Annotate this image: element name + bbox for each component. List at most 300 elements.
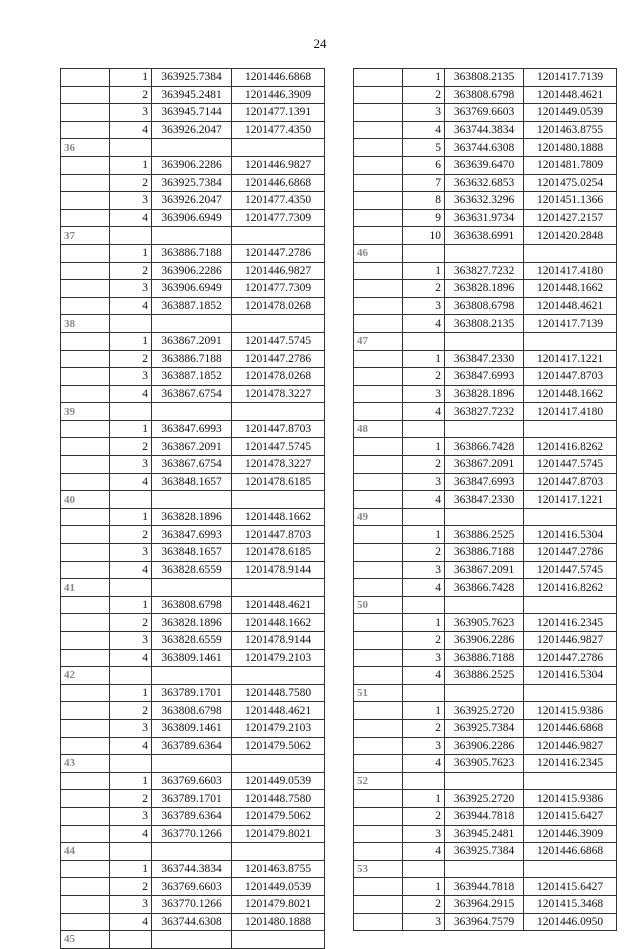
empty-cell	[232, 139, 325, 157]
y-coordinate: 1201447.8703	[232, 526, 325, 544]
empty-cell	[61, 438, 110, 456]
y-coordinate: 1201446.6868	[524, 719, 617, 737]
section-header-row	[61, 843, 325, 861]
x-coordinate: 363847.6993	[445, 473, 524, 491]
point-number: 2	[110, 790, 152, 808]
coordinate-row	[354, 807, 617, 825]
y-coordinate: 1201477.1391	[232, 104, 325, 122]
coordinate-row	[354, 280, 617, 298]
y-coordinate: 1201479.5062	[232, 807, 325, 825]
y-coordinate: 1201416.8262	[524, 579, 617, 597]
y-coordinate: 1201463.8755	[524, 121, 617, 139]
empty-cell	[354, 702, 403, 720]
point-number: 3	[110, 719, 152, 737]
empty-cell	[403, 772, 445, 790]
empty-cell	[354, 632, 403, 650]
coordinate-row	[354, 614, 617, 632]
empty-cell	[354, 297, 403, 315]
coordinate-row	[354, 262, 617, 280]
empty-cell	[354, 209, 403, 227]
empty-cell	[403, 860, 445, 878]
x-coordinate: 363886.2525	[445, 526, 524, 544]
empty-cell	[232, 667, 325, 685]
coordinate-row	[61, 772, 325, 790]
coordinate-row	[354, 473, 617, 491]
x-coordinate: 363867.2091	[445, 561, 524, 579]
x-coordinate: 363789.1701	[152, 790, 232, 808]
coordinate-row	[354, 843, 617, 861]
x-coordinate: 363925.7384	[152, 69, 232, 87]
empty-cell	[110, 403, 152, 421]
coordinate-row	[61, 561, 325, 579]
empty-cell	[354, 350, 403, 368]
empty-cell	[354, 649, 403, 667]
empty-cell	[403, 332, 445, 350]
y-coordinate: 1201446.9827	[232, 156, 325, 174]
x-coordinate: 363886.7188	[445, 649, 524, 667]
y-coordinate: 1201478.3227	[232, 385, 325, 403]
empty-cell	[110, 755, 152, 773]
x-coordinate: 363847.6993	[152, 526, 232, 544]
empty-cell	[354, 438, 403, 456]
y-coordinate: 1201479.8021	[232, 825, 325, 843]
point-number: 4	[110, 825, 152, 843]
coordinate-row	[61, 790, 325, 808]
empty-cell	[110, 491, 152, 509]
empty-cell	[354, 825, 403, 843]
empty-cell	[61, 104, 110, 122]
empty-cell	[354, 737, 403, 755]
coordinate-row	[61, 456, 325, 474]
empty-cell	[354, 192, 403, 210]
point-number: 3	[110, 544, 152, 562]
y-coordinate: 1201479.5062	[232, 737, 325, 755]
empty-cell	[524, 508, 617, 526]
section-number: 49	[354, 508, 403, 526]
coordinate-row	[354, 825, 617, 843]
point-number: 3	[403, 649, 445, 667]
x-coordinate: 363808.6798	[445, 86, 524, 104]
x-coordinate: 363809.1461	[152, 649, 232, 667]
section-number: 48	[354, 420, 403, 438]
empty-cell	[152, 403, 232, 421]
x-coordinate: 363886.2525	[445, 667, 524, 685]
empty-cell	[354, 807, 403, 825]
x-coordinate: 363769.6603	[152, 878, 232, 896]
empty-cell	[152, 227, 232, 245]
section-number: 45	[61, 931, 110, 949]
coordinate-row	[354, 209, 617, 227]
y-coordinate: 1201447.2786	[232, 244, 325, 262]
coordinate-row	[61, 69, 325, 87]
y-coordinate: 1201479.2103	[232, 649, 325, 667]
empty-cell	[110, 667, 152, 685]
x-coordinate: 363964.2915	[445, 895, 524, 913]
x-coordinate: 363867.2091	[445, 456, 524, 474]
x-coordinate: 363631.9734	[445, 209, 524, 227]
section-header-row	[61, 315, 325, 333]
y-coordinate: 1201478.3227	[232, 456, 325, 474]
y-coordinate: 1201420.2848	[524, 227, 617, 245]
empty-cell	[354, 315, 403, 333]
y-coordinate: 1201479.8021	[232, 895, 325, 913]
y-coordinate: 1201448.1662	[524, 280, 617, 298]
empty-cell	[524, 684, 617, 702]
point-number: 3	[110, 280, 152, 298]
coordinate-row	[354, 104, 617, 122]
section-header-row	[61, 403, 325, 421]
point-number: 4	[110, 121, 152, 139]
empty-cell	[354, 843, 403, 861]
x-coordinate: 363847.6993	[152, 420, 232, 438]
coordinate-row	[354, 526, 617, 544]
empty-cell	[110, 843, 152, 861]
empty-cell	[354, 156, 403, 174]
point-number: 4	[403, 667, 445, 685]
x-coordinate: 363944.7818	[445, 807, 524, 825]
y-coordinate: 1201415.3468	[524, 895, 617, 913]
y-coordinate: 1201480.1888	[524, 139, 617, 157]
section-header-row	[354, 508, 617, 526]
empty-cell	[354, 526, 403, 544]
y-coordinate: 1201446.3909	[232, 86, 325, 104]
empty-cell	[61, 561, 110, 579]
x-coordinate: 363906.2286	[445, 737, 524, 755]
empty-cell	[524, 332, 617, 350]
point-number: 10	[403, 227, 445, 245]
point-number: 3	[110, 192, 152, 210]
empty-cell	[354, 473, 403, 491]
coordinates-table-left	[60, 68, 325, 949]
coordinate-row	[61, 825, 325, 843]
x-coordinate: 363639.6470	[445, 156, 524, 174]
section-header-row	[61, 755, 325, 773]
empty-cell	[61, 244, 110, 262]
section-header-row	[354, 684, 617, 702]
empty-cell	[61, 807, 110, 825]
section-header-row	[354, 420, 617, 438]
coordinate-row	[61, 297, 325, 315]
coordinate-row	[354, 649, 617, 667]
coordinate-row	[61, 860, 325, 878]
point-number: 3	[403, 737, 445, 755]
empty-cell	[354, 139, 403, 157]
x-coordinate: 363887.1852	[152, 368, 232, 386]
point-number: 4	[110, 737, 152, 755]
y-coordinate: 1201446.6868	[232, 69, 325, 87]
x-coordinate: 363847.2330	[445, 491, 524, 509]
section-number: 39	[61, 403, 110, 421]
y-coordinate: 1201415.9386	[524, 790, 617, 808]
point-number: 3	[403, 104, 445, 122]
y-coordinate: 1201448.1662	[524, 385, 617, 403]
x-coordinate: 363866.7428	[445, 438, 524, 456]
y-coordinate: 1201477.4350	[232, 121, 325, 139]
coordinate-row	[354, 438, 617, 456]
y-coordinate: 1201448.1662	[232, 508, 325, 526]
x-coordinate: 363906.2286	[152, 262, 232, 280]
y-coordinate: 1201416.8262	[524, 438, 617, 456]
x-coordinate: 363925.7384	[152, 174, 232, 192]
empty-cell	[354, 878, 403, 896]
point-number: 4	[110, 649, 152, 667]
x-coordinate: 363638.6991	[445, 227, 524, 245]
empty-cell	[445, 684, 524, 702]
empty-cell	[61, 262, 110, 280]
empty-cell	[61, 385, 110, 403]
section-number: 44	[61, 843, 110, 861]
point-number: 2	[403, 368, 445, 386]
empty-cell	[403, 244, 445, 262]
coordinate-row	[354, 544, 617, 562]
empty-cell	[61, 737, 110, 755]
y-coordinate: 1201478.9144	[232, 632, 325, 650]
point-number: 1	[110, 772, 152, 790]
point-number: 1	[403, 878, 445, 896]
coordinate-row	[61, 737, 325, 755]
point-number: 4	[403, 755, 445, 773]
point-number: 2	[110, 438, 152, 456]
x-coordinate: 363925.7384	[445, 719, 524, 737]
empty-cell	[354, 69, 403, 87]
empty-cell	[110, 931, 152, 949]
coordinate-row	[61, 719, 325, 737]
empty-cell	[61, 614, 110, 632]
empty-cell	[61, 895, 110, 913]
empty-cell	[354, 614, 403, 632]
empty-cell	[61, 86, 110, 104]
y-coordinate: 1201475.0254	[524, 174, 617, 192]
empty-cell	[354, 104, 403, 122]
point-number: 1	[110, 684, 152, 702]
coordinate-row	[61, 280, 325, 298]
coordinate-row	[61, 684, 325, 702]
coordinate-row	[61, 192, 325, 210]
coordinate-row	[61, 350, 325, 368]
y-coordinate: 1201446.6868	[524, 843, 617, 861]
section-header-row	[354, 860, 617, 878]
empty-cell	[61, 526, 110, 544]
empty-cell	[61, 332, 110, 350]
empty-cell	[524, 772, 617, 790]
y-coordinate: 1201417.1221	[524, 491, 617, 509]
empty-cell	[110, 139, 152, 157]
empty-cell	[354, 368, 403, 386]
y-coordinate: 1201448.4621	[232, 702, 325, 720]
coordinate-row	[61, 244, 325, 262]
empty-cell	[61, 684, 110, 702]
x-coordinate: 363809.1461	[152, 719, 232, 737]
y-coordinate: 1201463.8755	[232, 860, 325, 878]
coordinate-row	[354, 491, 617, 509]
point-number: 3	[110, 368, 152, 386]
empty-cell	[354, 456, 403, 474]
empty-cell	[61, 368, 110, 386]
point-number: 4	[110, 561, 152, 579]
coordinate-row	[61, 614, 325, 632]
coordinate-row	[354, 878, 617, 896]
x-coordinate: 363887.1852	[152, 297, 232, 315]
y-coordinate: 1201449.0539	[524, 104, 617, 122]
y-coordinate: 1201448.7580	[232, 684, 325, 702]
point-number: 3	[403, 913, 445, 931]
empty-cell	[354, 174, 403, 192]
coordinate-row	[354, 790, 617, 808]
point-number: 2	[110, 878, 152, 896]
y-coordinate: 1201446.9827	[524, 737, 617, 755]
y-coordinate: 1201479.2103	[232, 719, 325, 737]
point-number: 1	[403, 69, 445, 87]
empty-cell	[61, 596, 110, 614]
y-coordinate: 1201417.7139	[524, 315, 617, 333]
point-number: 3	[403, 297, 445, 315]
empty-cell	[354, 667, 403, 685]
section-header-row	[61, 139, 325, 157]
point-number: 1	[110, 332, 152, 350]
section-number: 40	[61, 491, 110, 509]
section-number: 50	[354, 596, 403, 614]
coordinate-row	[354, 632, 617, 650]
coordinate-row	[354, 403, 617, 421]
point-number: 4	[403, 843, 445, 861]
y-coordinate: 1201448.7580	[232, 790, 325, 808]
section-header-row	[354, 596, 617, 614]
page-number: 24	[313, 36, 327, 51]
coordinate-row	[354, 297, 617, 315]
y-coordinate: 1201477.7309	[232, 280, 325, 298]
point-number: 2	[110, 350, 152, 368]
x-coordinate: 363770.1266	[152, 895, 232, 913]
section-number: 36	[61, 139, 110, 157]
x-coordinate: 363886.7188	[152, 244, 232, 262]
y-coordinate: 1201447.8703	[524, 368, 617, 386]
point-number: 1	[110, 508, 152, 526]
y-coordinate: 1201478.6185	[232, 473, 325, 491]
x-coordinate: 363808.6798	[152, 596, 232, 614]
empty-cell	[61, 702, 110, 720]
point-number: 1	[403, 350, 445, 368]
y-coordinate: 1201417.1221	[524, 350, 617, 368]
x-coordinate: 363828.1896	[152, 614, 232, 632]
coordinate-row	[61, 913, 325, 931]
x-coordinate: 363906.6949	[152, 209, 232, 227]
empty-cell	[354, 913, 403, 931]
coordinate-row	[354, 174, 617, 192]
section-number: 38	[61, 315, 110, 333]
x-coordinate: 363770.1266	[152, 825, 232, 843]
y-coordinate: 1201427.2157	[524, 209, 617, 227]
point-number: 4	[110, 209, 152, 227]
coordinate-row	[61, 86, 325, 104]
section-header-row	[61, 667, 325, 685]
coordinate-row	[61, 104, 325, 122]
coordinate-row	[61, 420, 325, 438]
point-number: 1	[403, 262, 445, 280]
coordinate-row	[354, 350, 617, 368]
empty-cell	[354, 280, 403, 298]
x-coordinate: 363906.2286	[445, 632, 524, 650]
point-number: 3	[403, 473, 445, 491]
y-coordinate: 1201448.4621	[524, 297, 617, 315]
empty-cell	[403, 420, 445, 438]
y-coordinate: 1201480.1888	[232, 913, 325, 931]
empty-cell	[354, 544, 403, 562]
empty-cell	[61, 456, 110, 474]
point-number: 2	[403, 895, 445, 913]
empty-cell	[232, 315, 325, 333]
y-coordinate: 1201447.5745	[232, 438, 325, 456]
empty-cell	[354, 790, 403, 808]
coordinate-row	[354, 913, 617, 931]
point-number: 1	[110, 69, 152, 87]
x-coordinate: 363847.2330	[445, 350, 524, 368]
x-coordinate: 363808.6798	[152, 702, 232, 720]
y-coordinate: 1201416.2345	[524, 755, 617, 773]
y-coordinate: 1201447.2786	[524, 649, 617, 667]
empty-cell	[232, 843, 325, 861]
point-number: 2	[110, 614, 152, 632]
point-number: 1	[403, 702, 445, 720]
empty-cell	[445, 596, 524, 614]
y-coordinate: 1201415.6427	[524, 878, 617, 896]
point-number: 5	[403, 139, 445, 157]
empty-cell	[152, 667, 232, 685]
point-number: 1	[110, 860, 152, 878]
empty-cell	[110, 579, 152, 597]
x-coordinate: 363744.6308	[445, 139, 524, 157]
x-coordinate: 363769.6603	[152, 772, 232, 790]
empty-cell	[61, 297, 110, 315]
coordinate-row	[61, 368, 325, 386]
coordinate-row	[354, 895, 617, 913]
point-number: 2	[403, 86, 445, 104]
point-number: 3	[403, 561, 445, 579]
empty-cell	[354, 262, 403, 280]
x-coordinate: 363905.7623	[445, 614, 524, 632]
empty-cell	[152, 491, 232, 509]
empty-cell	[354, 561, 403, 579]
point-number: 9	[403, 209, 445, 227]
section-header-row	[61, 227, 325, 245]
x-coordinate: 363744.3834	[152, 860, 232, 878]
section-number: 51	[354, 684, 403, 702]
coordinate-row	[61, 262, 325, 280]
empty-cell	[524, 244, 617, 262]
coordinates-table-right	[353, 68, 617, 931]
point-number: 3	[403, 385, 445, 403]
x-coordinate: 363632.3296	[445, 192, 524, 210]
point-number: 1	[403, 438, 445, 456]
empty-cell	[232, 403, 325, 421]
empty-cell	[354, 579, 403, 597]
x-coordinate: 363769.6603	[445, 104, 524, 122]
x-coordinate: 363945.7144	[152, 104, 232, 122]
empty-cell	[445, 244, 524, 262]
point-number: 1	[110, 420, 152, 438]
empty-cell	[354, 403, 403, 421]
empty-cell	[232, 931, 325, 949]
y-coordinate: 1201477.7309	[232, 209, 325, 227]
x-coordinate: 363905.7623	[445, 755, 524, 773]
coordinate-row	[61, 385, 325, 403]
point-number: 4	[110, 297, 152, 315]
point-number: 3	[110, 632, 152, 650]
empty-cell	[524, 860, 617, 878]
empty-cell	[445, 420, 524, 438]
coordinate-row	[354, 86, 617, 104]
x-coordinate: 363848.1657	[152, 544, 232, 562]
point-number: 2	[403, 280, 445, 298]
